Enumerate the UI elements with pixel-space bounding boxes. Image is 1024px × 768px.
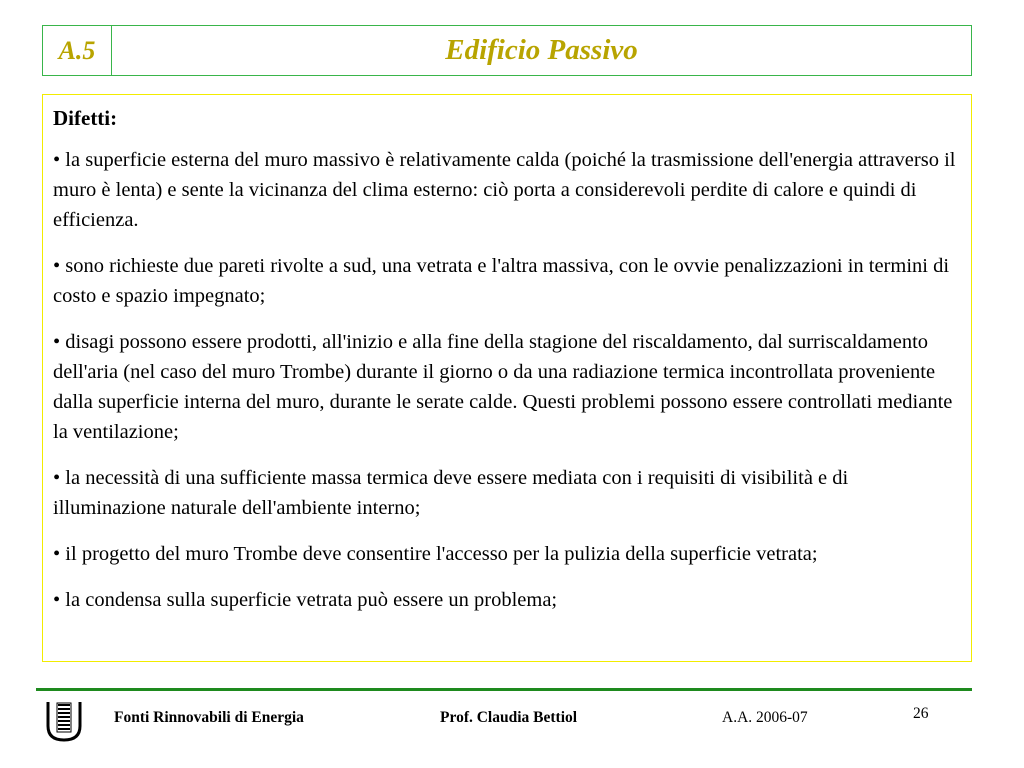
bullet-item: • il progetto del muro Trombe deve consentire l'accesso per la pulizia della superficie vetrata; (53, 543, 818, 565)
slide-title: Edificio Passivo (445, 34, 638, 66)
footer-rule (36, 688, 972, 691)
content-box (42, 94, 972, 662)
footer-professor: Prof. Claudia Bettiol (440, 709, 578, 726)
footer-course: Fonti Rinnovabili di Energia (114, 709, 304, 726)
bullet-item: • disagi possono essere prodotti, all'inizio e alla fine della stagione del riscaldamento, dal surriscaldamento dell'aria (nel caso del muro Trombe) durante il giorno o da una radiazione termica incontrollata proveniente dalla superficie interna del muro, durante le serate calde. Questi problemi possono essere controllati mediante la ventilazione; (53, 331, 953, 443)
bullet-list (53, 145, 961, 615)
bullet-item: • la superficie esterna del muro massivo è relativamente calda (poiché la trasmissione dell'energia attraverso il muro è lenta) e sente la vicinanza del clima esterno: ciò porta a considerevoli perdite di calore e quindi di efficienza. (53, 149, 956, 231)
footer-academic-year: A.A. 2006-07 (722, 709, 808, 726)
bullet-item: • sono richieste due pareti rivolte a sud, una vetrata e l'altra massiva, con le ovvie penalizzazioni in termini di costo e spazio impegnato; (53, 255, 950, 307)
bullet-item: • la condensa sulla superficie vetrata può essere un problema; (53, 589, 558, 611)
bullet-item: • la necessità di una sufficiente massa termica deve essere mediata con i requisiti di visibilità e di illuminazione naturale dell'ambiente interno; (53, 467, 849, 519)
slide-header (42, 25, 972, 76)
university-logo-icon (44, 700, 84, 742)
content-heading: Difetti: (53, 106, 118, 130)
page-number: 26 (913, 705, 929, 722)
section-number: A.5 (58, 35, 96, 65)
